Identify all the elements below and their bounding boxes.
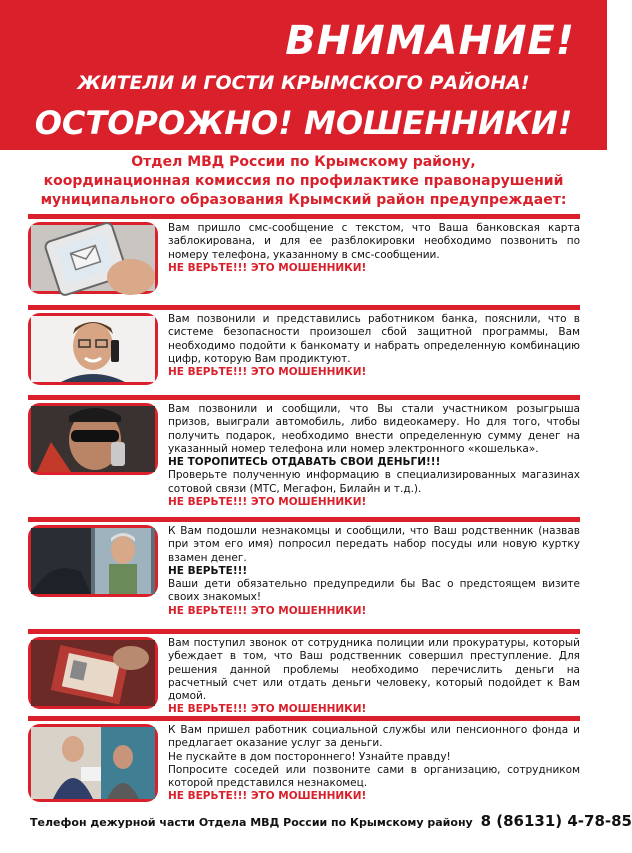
sms-phone-photo xyxy=(28,222,158,294)
item-advice: Проверьте полученную информацию в специализированных магазинах сотовой связи (МТС, Мегафон, Билайн и т.д.). xyxy=(168,469,580,495)
warning-item-strangers xyxy=(28,517,580,625)
man-on-phone-photo xyxy=(28,313,158,385)
item-description: Вам позвонили и представились работником банка, пояснили, что в системе безопасности произошел сбой защитной программы, Вам необходимо подойти к банкомату и набрать определенную комбинацию цифр, которую Вам продиктуют. xyxy=(168,313,580,365)
item-description: Вам поступил звонок от сотрудника полиции или прокуратуры, который убеждает в том, что Ваш родственник совершил преступление. Для решения данной проблемы необходимо перечислить деньги на расчетный счет или отдать деньги человеку, который подойдет к Вам домой. xyxy=(168,637,580,703)
item-text xyxy=(168,637,580,717)
item-description: К Вам пришел работник социальной службы или пенсионного фонда и предлагает оказание услуг за деньги. xyxy=(168,724,580,750)
item-text xyxy=(168,724,580,804)
item-text xyxy=(168,525,580,618)
item-advice: Не пускайте в дом постороннего! Узнайте правду! xyxy=(168,750,451,763)
fraud-warning: НЕ ВЕРЬТЕ!!! ЭТО МОШЕННИКИ! xyxy=(168,496,367,509)
item-description: Вам пришло смс-сообщение с текстом, что Ваша банковская карта заблокирована, и для ее разблокировки необходимо позвонить по номеру телефона, указанному в смс-сообщении. xyxy=(168,222,580,261)
item-text xyxy=(168,222,580,275)
fraud-warning: НЕ ВЕРЬТЕ!!! ЭТО МОШЕННИКИ! xyxy=(168,790,367,803)
fraud-warning: НЕ ВЕРЬТЕ!!! ЭТО МОШЕННИКИ! xyxy=(168,366,367,379)
intro-line-2: координационная комиссия по профилактике правонарушений xyxy=(43,173,564,189)
item-text xyxy=(168,403,580,509)
item-text xyxy=(168,313,580,379)
item-emphasis: НЕ ВЕРЬТЕ!!! xyxy=(168,564,248,577)
item-description: Вам позвонили и сообщили, что Вы стали участником розыгрыша призов, выиграли автомобиль, либо видеокамеру. Но для того, чтобы получить подарок, необходимо внести определенную сумму денег на указанный номер телефона или номер электронного «кошелька». xyxy=(168,403,580,455)
elderly-woman-at-door-photo xyxy=(28,525,158,597)
fraud-warning-heading: ОСТОРОЖНО! МОШЕННИКИ! xyxy=(34,104,573,142)
warning-item-police-call xyxy=(28,629,580,716)
warning-item-prize xyxy=(28,395,580,515)
fraud-warning: НЕ ВЕРЬТЕ!!! ЭТО МОШЕННИКИ! xyxy=(168,261,367,274)
police-id-photo xyxy=(28,637,158,709)
fraud-warning: НЕ ВЕРЬТЕ!!! ЭТО МОШЕННИКИ! xyxy=(168,703,367,716)
intro-text xyxy=(20,153,587,210)
intro-line-3: муниципального образования Крымский район предупреждает: xyxy=(40,192,567,208)
intro-line-1: Отдел МВД России по Крымскому району, xyxy=(131,154,476,170)
item-description: К Вам подошли незнакомцы и сообщили, что Ваш родственник (назвав при этом его имя) попросил передать набор посуды или новую куртку взамен денег. xyxy=(168,525,580,564)
duty-phone-number[interactable]: 8 (86131) 4-78-85 xyxy=(480,812,632,830)
item-advice-2: Попросите соседей или позвоните сами в организацию, сотрудником которой представился незнакомец. xyxy=(168,763,580,790)
page-title: ВНИМАНИЕ! xyxy=(285,18,575,64)
fraud-warning: НЕ ВЕРЬТЕ!!! ЭТО МОШЕННИКИ! xyxy=(168,604,367,617)
header-banner xyxy=(0,0,607,150)
item-advice: Ваши дети обязательно предупредили бы Вас о предстоящем визите своих знакомых! xyxy=(168,578,580,604)
footer-label: Телефон дежурной части Отдела МВД России по Крымскому району xyxy=(30,816,473,829)
warning-item-bank-call xyxy=(28,305,580,387)
man-in-sunglasses-photo xyxy=(28,403,158,475)
footer-contact xyxy=(30,812,632,830)
warning-item-social-worker xyxy=(28,716,580,810)
page-subtitle: ЖИТЕЛИ И ГОСТИ КРЫМСКОГО РАЙОНА! xyxy=(77,72,530,94)
item-emphasis: НЕ ТОРОПИТЕСЬ ОТДАВАТЬ СВОИ ДЕНЬГИ!!! xyxy=(168,456,441,469)
warning-item-sms xyxy=(28,214,580,296)
social-worker-visit-photo xyxy=(28,724,158,802)
